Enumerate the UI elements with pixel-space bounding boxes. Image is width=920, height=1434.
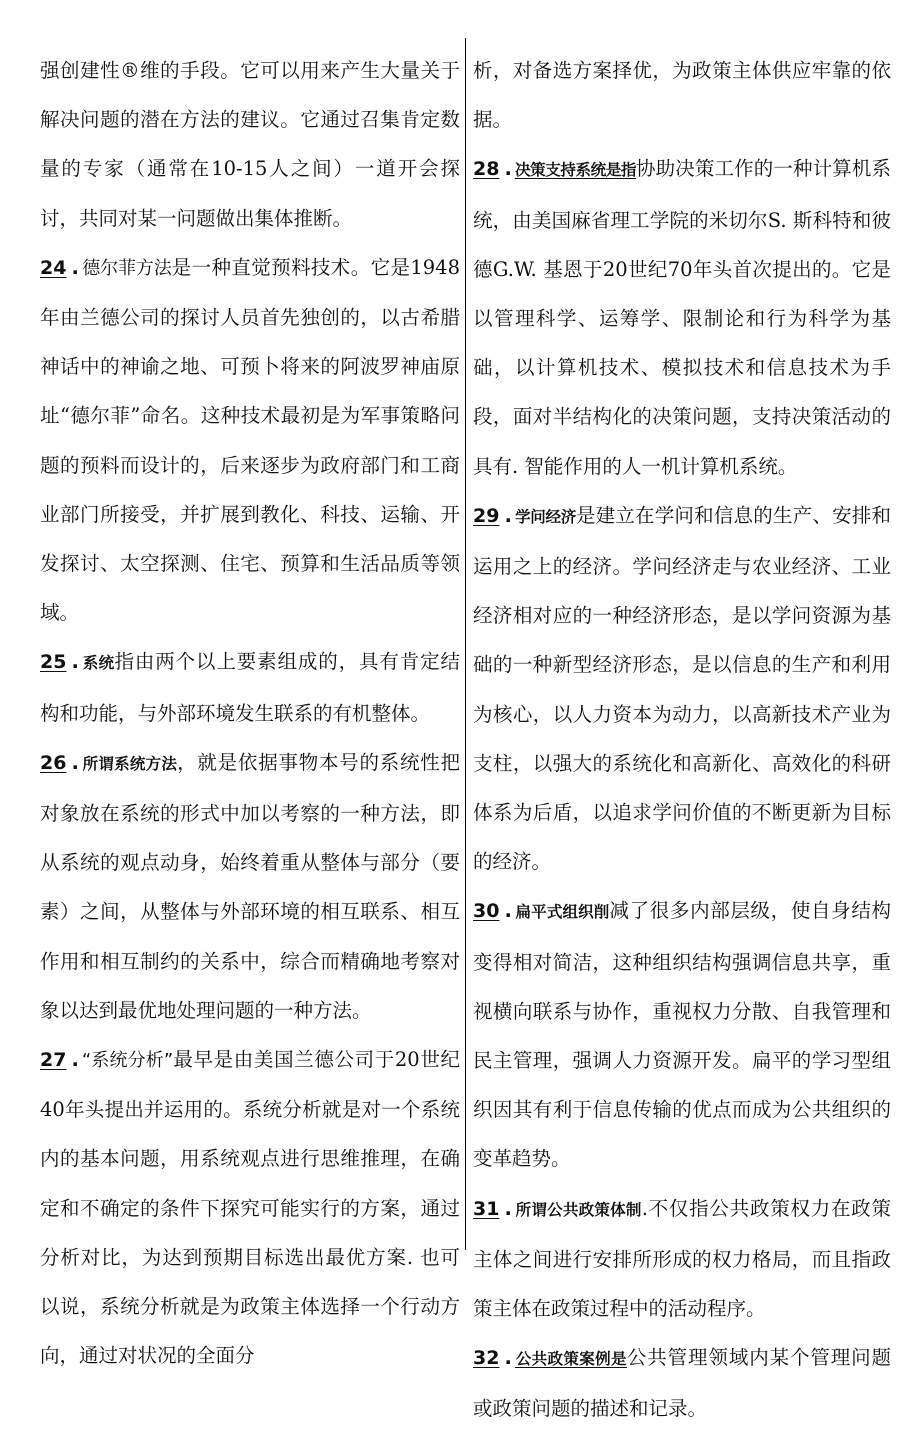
paragraph-text: 协助决策工作的一种计算机系统，由美国麻省理工学院的米切尔S. 斯科特和彼德G.W. 基恩于20世纪70年头首次提出的。它是以管理科学、运筹学、限制论和行为科学为基础，以计算机技术、模拟技术和信息技术为手段，面对半结构化的决策问题，支持决策活动的具有. 智能作用的人一机计算机系统。 — [473, 157, 891, 478]
term-label: 扁平式组织削 — [514, 903, 610, 922]
paragraph-text: .不仅指公共政策权力在政策主体之间进行安排所形成的权力格局，而且指政策主体在政策过程中的活动程序。 — [473, 1196, 891, 1321]
number-dot: . — [504, 503, 512, 527]
paragraph-text: 公共管理领域内某个管理问题或政策问题的描述和记录。 — [473, 1346, 891, 1421]
paragraph-25 — [40, 637, 460, 737]
paragraph-text: 减了很多内部层级，使自身结构变得相对简洁，这种组织结构强调信息共享，重视横向联系与协作，重视权力分散、自我管理和民主管理，强调人力资源开发。扁平的学习型组织因其有利于信息传输的优点而成为公共组织的变革趋势。 — [473, 899, 891, 1171]
paragraph-29 — [473, 491, 891, 887]
term-label: 决策支持系统是指 — [514, 161, 636, 180]
column-divider — [465, 38, 466, 1250]
item-number: 29 — [473, 504, 500, 527]
paragraph-24 — [40, 243, 460, 638]
term-label: 系统 — [81, 654, 115, 673]
right-column — [473, 46, 891, 1434]
item-number: 28 — [473, 158, 500, 181]
number-dot: . — [71, 255, 79, 279]
paragraph-28 — [473, 144, 891, 490]
term-label: “系统分析” — [81, 1050, 173, 1072]
term-label: 所谓公共政策体制 — [514, 1200, 642, 1219]
paragraph-32 — [473, 1333, 891, 1433]
term-label: 德尔菲方法 — [81, 257, 172, 279]
item-number: 24 — [40, 256, 67, 279]
paragraph-text: 最早是由美国兰德公司于20世纪40年头提出并运用的。系统分析就是对一个系统内的基本问题，用系统观点进行思维推理，在确定和不确定的条件下探究可能实行的方案，通过分析对比，为达到预期目标选出最优方案. 也可以说，系统分析就是为政策主体选择一个行动方向，通过对状况的全面分 — [40, 1048, 460, 1368]
number-dot: . — [504, 1196, 512, 1220]
paragraph-text: 是一种直觉预料技术。它是1948年由兰德公司的探讨人员首先独创的，以古希腊神话中的神谕之地、可预卜将来的阿波罗神庙原址“德尔菲”命名。这种技术最初是为军事策略问题的预料而设计的，后来逐步为政府部门和工商业部门所接受，并扩展到教化、科技、运输、开发探讨、太空探测、住宅、预算和生活品质等领域。 — [40, 255, 460, 625]
number-dot: . — [504, 1346, 512, 1370]
paragraph-text: ，就是依据事物本号的系统性把对象放在系统的形式中加以考察的一种方法，即从系统的观点动身，始终着重从整体与部分（要素）之间，从整体与外部环境的相互联系、相互作用和相互制约的关系中，综合而精确地考察对象以达到最优地处理问题的一种方法。 — [40, 750, 460, 1022]
left-column — [40, 46, 460, 1380]
number-dot: . — [71, 1048, 79, 1072]
term-label: 所谓系统方法 — [81, 754, 178, 773]
paragraph-27-continued — [473, 46, 891, 144]
item-number: 25 — [40, 651, 67, 674]
number-dot: . — [71, 650, 79, 674]
number-dot: . — [71, 750, 79, 774]
paragraph-text: 是建立在学问和信息的生产、安排和运用之上的经济。学问经济走与农业经济、工业经济相对应的一种经济形态，是以学问资源为基础的一种新型经济形态，是以信息的生产和利用为核心，以人力资本为动力，以高新技术产业为支柱，以强大的系统化和高新化、高效化的科研体系为后盾，以追求学问价值的不断更新为目标的经济。 — [473, 503, 891, 874]
paragraph-27 — [40, 1035, 460, 1380]
item-number: 30 — [473, 900, 500, 923]
paragraph-30 — [473, 886, 891, 1183]
paragraph-23-continued — [40, 46, 460, 243]
paragraph-text: 强创建性®维的手段。它可以用来产生大量关于解决问题的潜在方法的建议。它通过召集肯定数量的专家（通常在10-15人之间）一道开会探讨，共同对某一问题做出集体推断。 — [40, 59, 460, 230]
term-label: 学问经济 — [514, 507, 576, 526]
paragraph-31 — [473, 1184, 891, 1334]
item-number: 27 — [40, 1049, 67, 1072]
paragraph-26 — [40, 738, 460, 1035]
item-number: 32 — [473, 1347, 500, 1370]
item-number: 26 — [40, 751, 67, 774]
number-dot: . — [504, 157, 512, 181]
term-label: 公共政策案例是 — [514, 1350, 627, 1369]
item-number: 31 — [473, 1197, 500, 1220]
number-dot: . — [504, 899, 512, 923]
paragraph-text: 指由两个以上要素组成的，具有肯定结构和功能，与外部环境发生联系的有机整体。 — [40, 650, 460, 725]
paragraph-text: 析，对备选方案择优，为政策主体供应牢靠的依据。 — [473, 59, 891, 132]
